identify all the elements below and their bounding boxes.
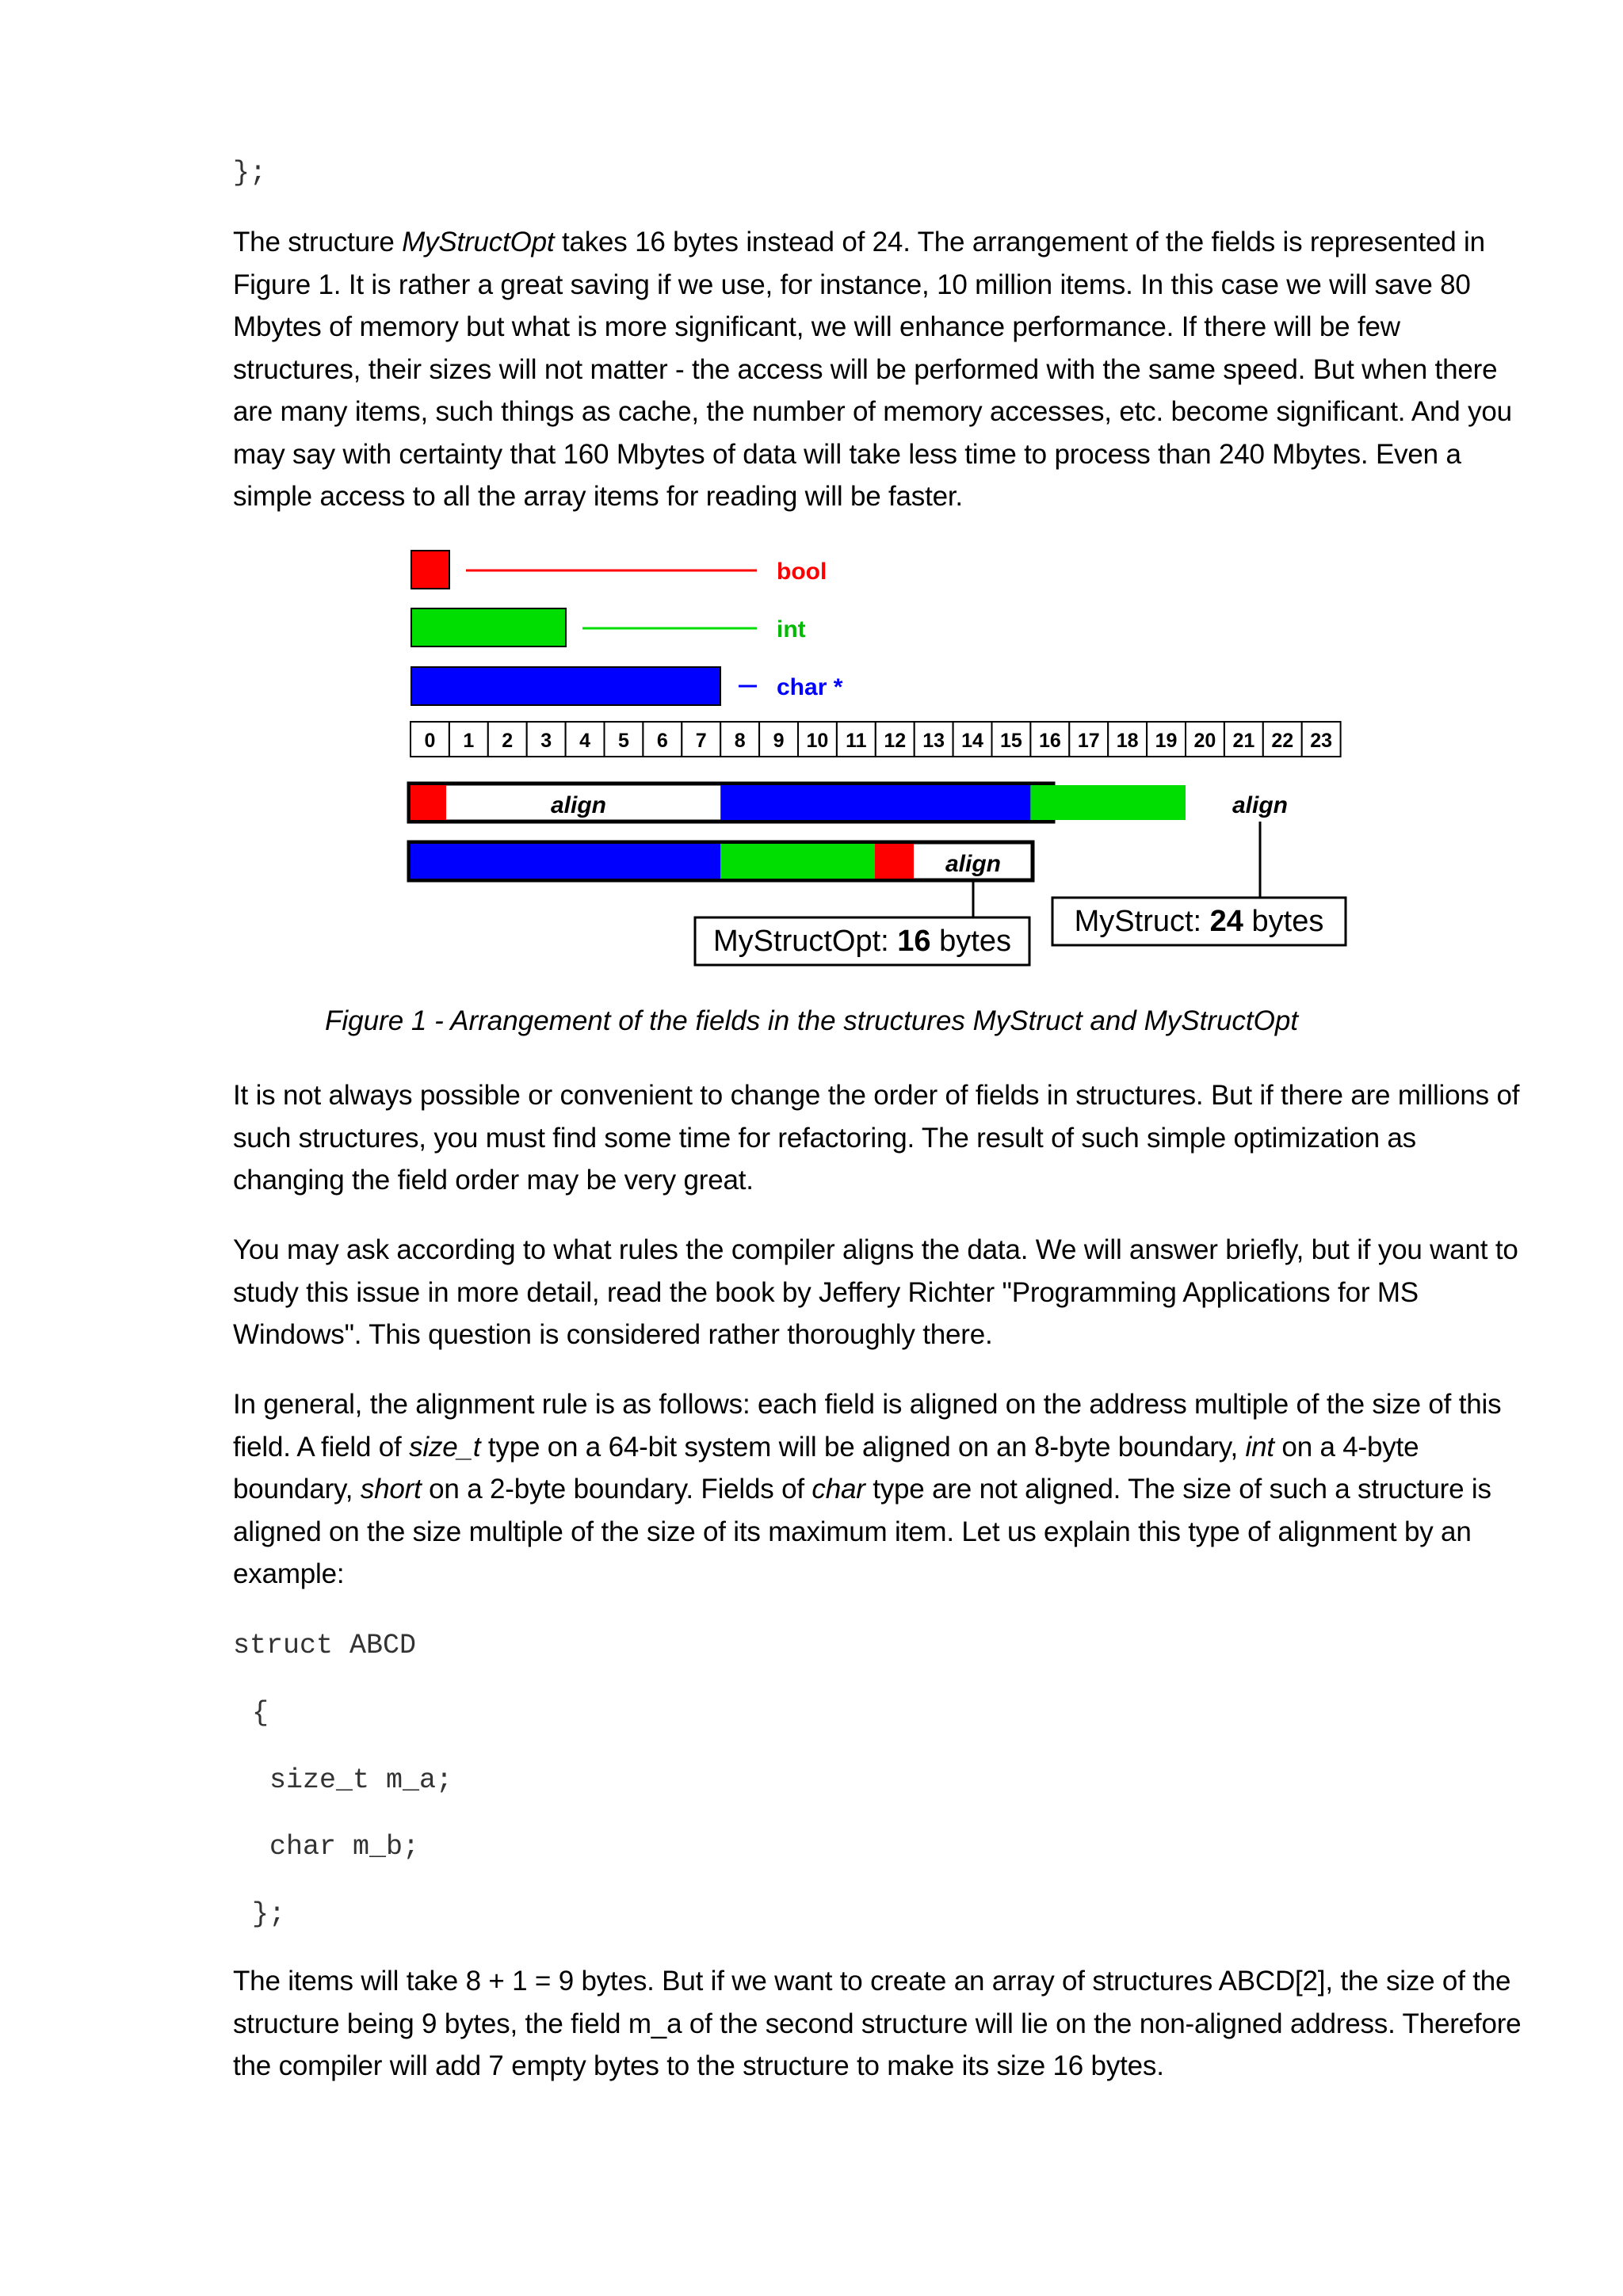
p4-text-i: type are not aligned. The size of such a structure is aligned on the size multiple of the size of its maximum item. Let us explain this type of alignment by an example: (233, 1474, 1491, 1589)
byte-index-label: 0 (424, 730, 436, 752)
byte-index-label: 11 (846, 730, 867, 752)
p4-text-c: type on a 64-bit system will be aligned on an 8-byte boundary, (480, 1431, 1246, 1463)
byte-index-label: 22 (1271, 730, 1294, 752)
byte-index-label: 21 (1232, 730, 1255, 752)
byte-index-label: 2 (502, 730, 514, 752)
mystruct-align-label-2: align (1232, 792, 1289, 818)
p4-text-g: on a 2-byte boundary. Fields of (421, 1474, 812, 1505)
code-close-brace: }; (252, 1898, 286, 1930)
legend-char-ptr-swatch (411, 667, 720, 705)
byte-index-label: 15 (1000, 730, 1022, 752)
byte-index-label: 9 (773, 730, 785, 752)
byte-index-label: 5 (617, 730, 629, 752)
byte-index-label: 4 (579, 730, 591, 752)
paragraph-alignment-rule (233, 1383, 1525, 1596)
mystruct-bool-field (411, 785, 446, 820)
byte-index-label: 16 (1038, 730, 1061, 752)
byte-index-label: 7 (695, 730, 707, 752)
byte-index-label: 1 (463, 730, 475, 752)
paragraph-compiler-rules: You may ask according to what rules the compiler aligns the data. We will answer briefly, but if you want to study this issue in more detail, read the book by Jeffery Richter "Programming Applications for MS Windows". This question is considered rather thoroughly there. (233, 1234, 1518, 1350)
paragraph-refactoring: It is not always possible or convenient to change the order of fields in structures. But if there are millions of such structures, you must find some time for refactoring. The result of such simple optimization as changing the field order may be very great. (233, 1080, 1520, 1196)
p1-text-a: The structure (233, 227, 403, 257)
mystruct-char-ptr-field (720, 785, 1030, 820)
legend-int-swatch (411, 608, 566, 646)
legend-bool-swatch (411, 551, 449, 589)
byte-index-label: 3 (540, 730, 552, 752)
p4-type-size-t: size_t (409, 1431, 481, 1463)
paragraph-items-size: The items will take 8 + 1 = 9 bytes. But if we want to create an array of structures ABCD[2], the size of the structure being 9 bytes, the field m_a of the second structure will lie on the non-aligned address. Therefore the compiler will add 7 empty bytes to the structure to make its size 16 bytes. (233, 1966, 1522, 2081)
mystructopt-bool-field (875, 844, 914, 879)
p4-type-short: short (360, 1474, 422, 1505)
byte-index-label: 23 (1310, 730, 1333, 752)
code-field-m-a: size_t m_a; (269, 1764, 453, 1796)
mystructopt-size-text: MyStructOpt: 16 bytes (713, 925, 1011, 958)
byte-index-label: 19 (1155, 730, 1178, 752)
mystructopt-char-ptr-field (411, 844, 720, 879)
paragraph-struct-size (233, 221, 1525, 518)
p4-type-int: int (1245, 1431, 1274, 1463)
legend-bool-label: bool (777, 559, 827, 585)
p4-type-char: char (812, 1474, 865, 1505)
byte-index-label: 12 (884, 730, 907, 752)
mystruct-size-text: MyStruct: 24 bytes (1074, 905, 1324, 938)
figure-caption: Figure 1 - Arrangement of the fields in the structures MyStruct and MyStructOpt (324, 1005, 1299, 1036)
byte-index-label: 18 (1116, 730, 1139, 752)
byte-index-label: 13 (922, 730, 945, 752)
byte-index-ruler (411, 722, 1341, 757)
mystruct-align-label-1: align (550, 792, 607, 818)
code-open-brace: { (252, 1697, 269, 1729)
p4-text-e: on a 4-byte boundary, (233, 1431, 1419, 1505)
mystructopt-align-label: align (945, 851, 1002, 877)
mystructopt-int-field (720, 844, 875, 879)
byte-index-label: 6 (656, 730, 668, 752)
p4-text-a: In general, the alignment rule is as follows: each field is aligned on the address multiple of the size of this field. A field of (233, 1389, 1502, 1463)
byte-index-label: 8 (734, 730, 746, 752)
p1-text-c: takes 16 bytes instead of 24. The arrangement of the fields is represented in Figure 1. It is rather a great saving if we use, for instance, 10 million items. In this case we will save 80 Mbytes of memory but what is more significant, we will enhance performance. If there will be few structures, their sizes will not matter - the access will be performed with the same speed. But when there are many items, such things as cache, the number of memory accesses, etc. become significant. And you may say with certainty that 160 Mbytes of data will take less time to process than 240 Mbytes. Even a simple access to all the array items for reading will be faster. (233, 227, 1512, 512)
code-struct-decl: struct ABCD (233, 1630, 417, 1661)
byte-index-label: 14 (961, 730, 983, 752)
mystruct-int-field (1030, 785, 1186, 820)
byte-index-label: 17 (1077, 730, 1100, 752)
figure-field-arrangement (396, 539, 1363, 982)
legend-int-label: int (777, 616, 806, 643)
legend-char-ptr-label: char * (777, 674, 843, 700)
code-field-m-b: char m_b; (269, 1831, 420, 1863)
byte-index-label: 10 (806, 730, 829, 752)
byte-index-label: 20 (1193, 730, 1216, 752)
code-closing-brace-top: }; (233, 157, 267, 189)
p1-struct-name: MyStructOpt (402, 227, 555, 257)
